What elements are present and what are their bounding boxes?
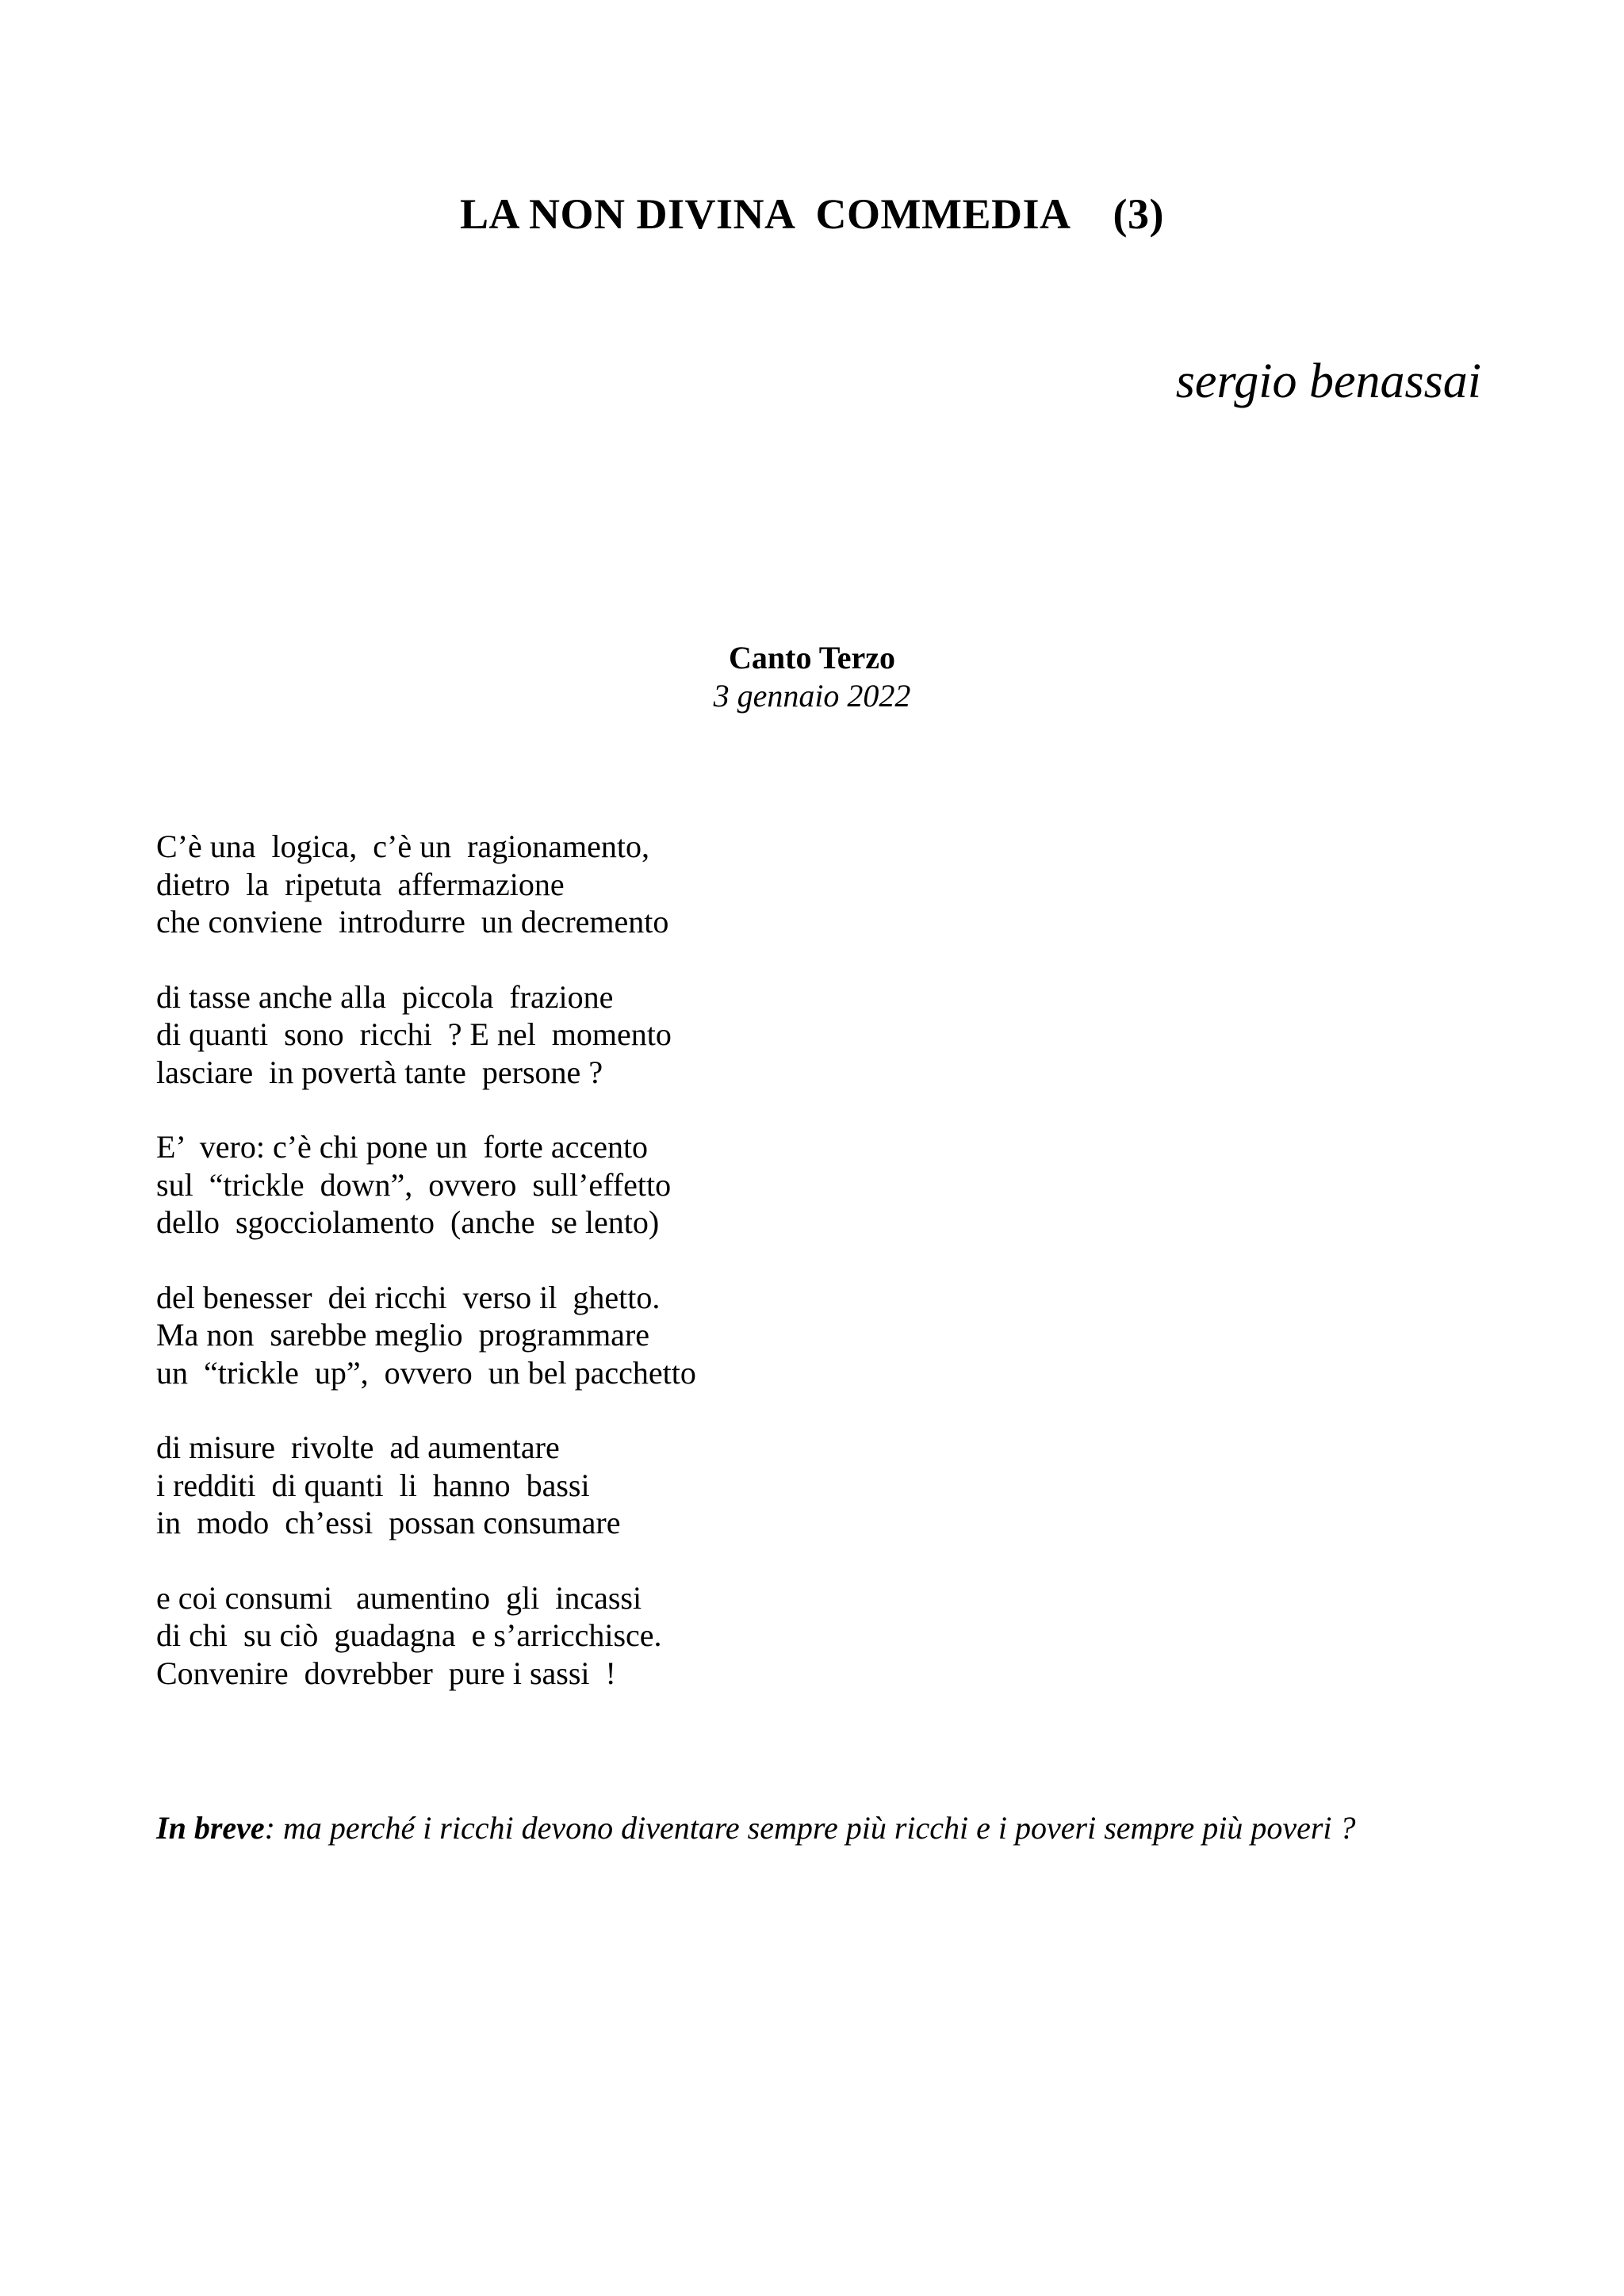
verse-line: dello sgocciolamento (anche se lento) (156, 1204, 660, 1240)
verse-line: dietro la ripetuta affermazione (156, 866, 565, 902)
verse-line: di tasse anche alla piccola frazione (156, 978, 614, 1015)
verse-line: Ma non sarebbe meglio programmare (156, 1317, 650, 1353)
verse-line: e coi consumi aumentino gli incassi (156, 1579, 642, 1616)
summary-label: In breve (156, 1810, 265, 1846)
verse-line: che conviene introdurre un decremento (156, 904, 669, 939)
verse-line: un “trickle up”, ovvero un bel pacchetto (156, 1354, 696, 1391)
canto-date: 3 gennaio 2022 (713, 678, 911, 714)
page-title: LA NON DIVINA COMMEDIA (3) (459, 190, 1165, 238)
summary-line (156, 1809, 1504, 1847)
stanza-1 (156, 828, 1187, 941)
canto-title: Canto Terzo (729, 640, 895, 675)
verse-line: di quanti sono ricchi ? E nel momento (156, 1016, 672, 1052)
canto-heading (0, 639, 1624, 715)
stanza-5 (156, 1429, 1187, 1542)
author-signature: sergio benassai (1175, 354, 1481, 408)
stanza-6 (156, 1579, 1187, 1693)
stanza-2 (156, 978, 1187, 1092)
verse-line: di chi su ciò guadagna e s’arricchisce. (156, 1617, 662, 1653)
stanza-3 (156, 1128, 1187, 1242)
verse-line: Convenire dovrebber pure i sassi ! (156, 1655, 616, 1691)
verse-line: del benesser dei ricchi verso il ghetto. (156, 1279, 661, 1315)
verse-line: E’ vero: c’è chi pone un forte accento (156, 1129, 649, 1165)
verse-line: di misure rivolte ad aumentare (156, 1429, 560, 1465)
verse-line: sul “trickle down”, ovvero sull’effetto (156, 1166, 672, 1203)
verse-line: lasciare in povertà tante persone ? (156, 1054, 603, 1090)
verse-line: C’è una logica, c’è un ragionamento, (156, 828, 649, 864)
poem-body (156, 828, 1187, 1729)
verse-line: in modo ch’essi possan consumare (156, 1505, 621, 1540)
verse-line: i redditi di quanti li hanno bassi (156, 1467, 590, 1503)
stanza-4 (156, 1279, 1187, 1392)
summary-text: : ma perché i ricchi devono diventare sempre più ricchi e i poveri sempre più poveri ? (264, 1810, 1356, 1846)
